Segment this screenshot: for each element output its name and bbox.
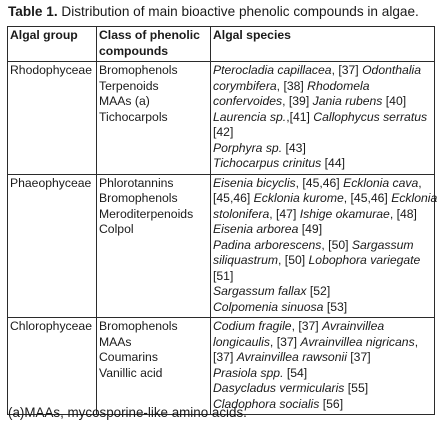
algal-group-cell: Phaeophyceae [8,174,97,318]
species-line: Dasycladus vermicularis [55] [213,381,369,395]
species-line: Tichocarpus crinitus [44] [213,156,345,170]
species-line: Eisenia arborea [49] [213,222,323,236]
table-row [8,318,435,415]
compound-class-item: MAAs [99,334,132,349]
species-line: Sargassum fallax [52] [213,284,331,298]
compound-class-cell [97,318,211,415]
species-line: Colpomenia sinuosa [53] [213,299,348,314]
compound-class-item: MAAs (a) [99,94,150,108]
compound-class-item: Terpenoids [99,78,159,93]
header-algal-species: Algal species [211,27,435,62]
header-algal-group: Algal group [8,27,97,62]
table-row [8,174,435,318]
table-header-row [8,27,435,62]
species-line: corymbifera, [38] Rhodomela [213,78,370,93]
compound-class-cell [97,174,211,318]
algal-species-cell [211,62,435,175]
compound-class-item: Bromophenols [99,319,178,333]
table-footnote: (a)MAAs, mycosporine-like amino acids. [8,405,247,420]
compound-class-item: Phlorotannins [99,175,174,190]
caption-text: Distribution of main bioactive phenolic compounds in algae. [57,4,419,19]
compound-class-item: Bromophenols [99,191,178,205]
compound-class-item: Bromophenols [99,63,178,77]
compound-class-item: Coumarins [99,350,158,364]
species-line: Eisenia bicyclis, [45,46] Ecklonia cava, [213,175,422,190]
species-line: [42] [213,125,234,139]
species-line: Codium fragile, [37] Avrainvillea [213,319,385,333]
species-line: longicaulis, [37] Avrainvillea nigricans, [213,334,419,349]
table-caption [8,3,419,21]
compound-class-item: Vanillic acid [99,365,163,380]
caption-label: Table 1. [8,4,58,19]
compound-class-item: Tichocarpols [99,109,168,124]
species-line: [45,46] Ecklonia kurome, [45,46] Ecklonia [213,191,438,205]
species-line: Padina arborescens, [50] Sargassum [213,237,414,252]
algal-species-cell [211,318,435,415]
species-line: Laurencia sp.,[41] Callophycus serratus [213,109,428,124]
species-line: Porphyra sp. [43] [213,140,306,155]
header-class-of-phenolic-compounds: Class of phenolic compounds [97,27,211,62]
table-row [8,62,435,175]
compound-class-item: Colpol [99,222,134,236]
species-line: stolonifera, [47] Ishige okamurae, [48] [213,206,417,221]
species-line: [51] [213,268,234,283]
algal-species-cell [211,174,438,318]
algae-phenolic-table [7,26,438,415]
compound-class-cell [97,62,211,175]
compound-class-item: Meroditerpenoids [99,206,194,221]
species-line: siliquastrum, [50] Lobophora variegate [213,253,421,267]
algal-group-cell: Rhodophyceae [8,62,97,175]
species-line: [37] Avrainvillea rawsonii [37] [213,350,371,364]
species-line: Prasiola spp. [54] [213,365,308,380]
species-line: confervoides, [39] Jania rubens [40] [213,94,407,108]
species-line: Pterocladia capillacea, [37] Odonthalia [213,63,422,77]
algal-group-cell: Chlorophyceae [8,318,97,415]
species-line: Cladophora socialis [56] [213,396,344,411]
